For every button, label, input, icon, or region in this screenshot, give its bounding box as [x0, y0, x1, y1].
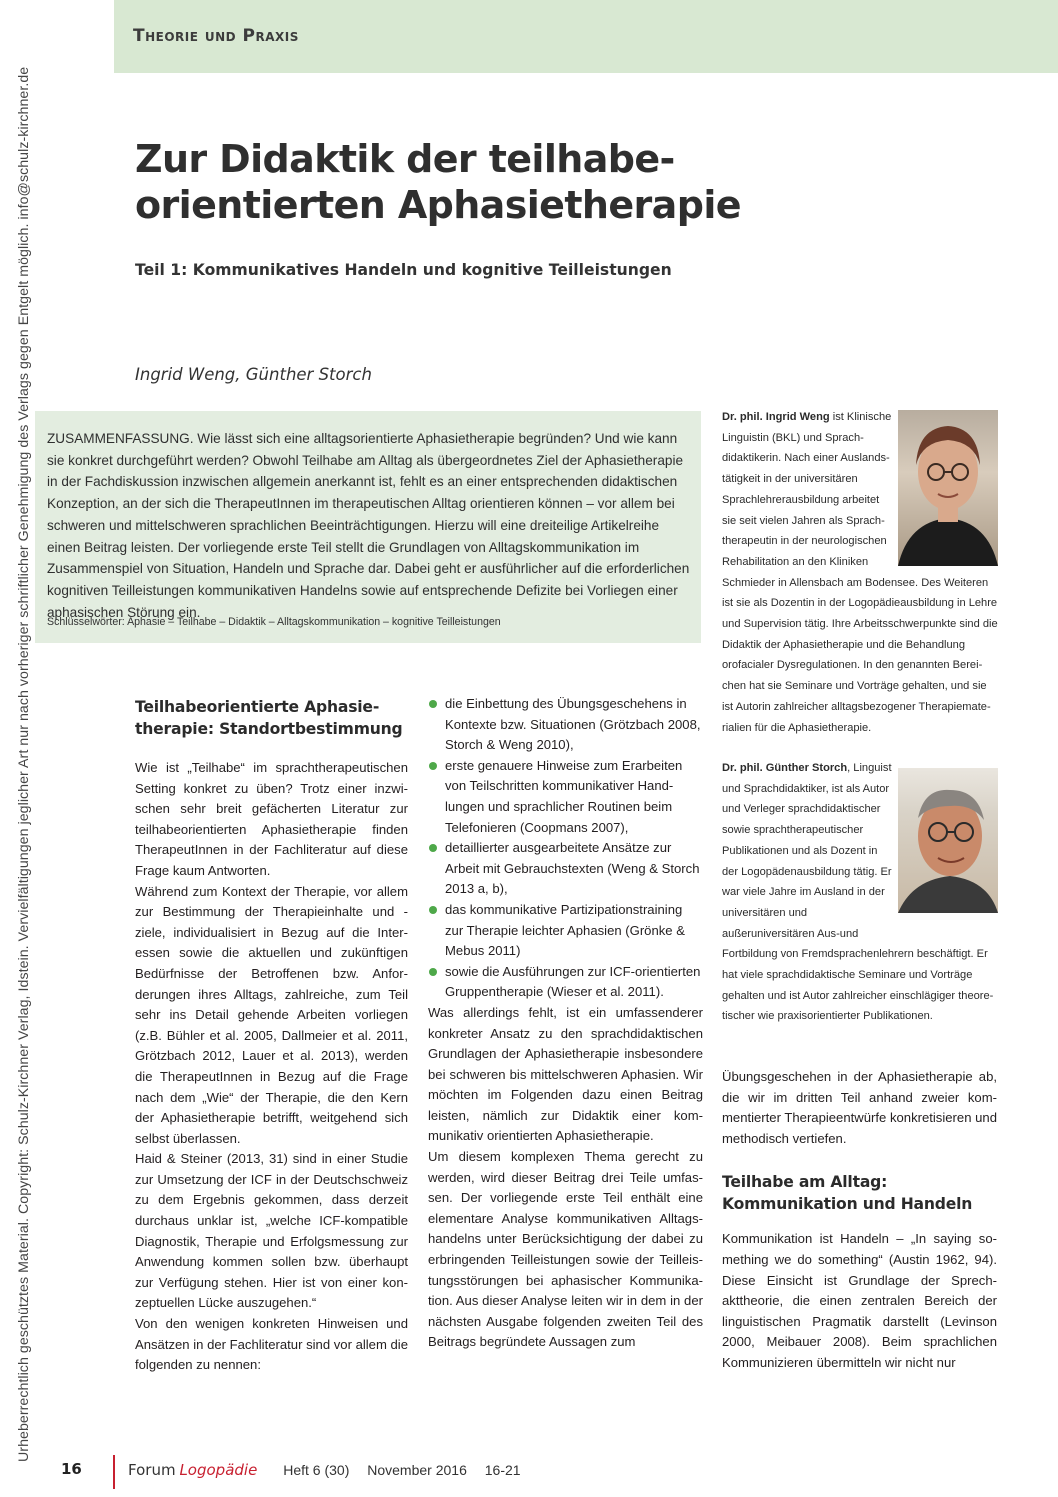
left-column	[135, 696, 408, 1376]
bio-text: ist Klinische Linguistin (BKL) und Sprachdidaktikerin. Nach einer Auslandstätigkeit in der universitären Sprachlehrerausbildung arbeitet sie seit vielen Jahren als Sprachtherapeutin in der neurologischen Rehabilitation an den Kliniken	[722, 411, 892, 568]
bio-narrow	[722, 407, 894, 573]
article-subtitle: Teil 1: Kommunikatives Handeln und kognitive Teilleistungen	[135, 261, 672, 279]
portrait-icon	[898, 768, 998, 913]
bio-narrow	[722, 758, 894, 944]
bio-text-wide: Schmieder in Allensbach am Bodensee. Des Weiteren ist sie als Dozentin in der Logopädieausbildung in Lehre und Supervision tätig. Ihre Arbeitsschwerpunkte sind die Didaktik der Aphasietherapie und die Behandlung orofacialer Dysregulationen. In den genannten Bereichen hat sie Seminare und Vorträge gehalten, und sie ist Autorin zahlreicher alltagsbezogener Therapiematerialien für die Aphasietherapie.	[722, 576, 998, 734]
article-authors: Ingrid Weng, Günther Storch	[135, 365, 372, 384]
keywords: Schlüsselwörter: Aphasie – Teilhabe – Didaktik – Alltagskommunikation – kognitive Teilleistungen	[47, 616, 501, 628]
middle-column	[428, 694, 703, 1353]
paragraph-text: Während zum Kontext der Therapie, vor allem zur Bestimmung der Therapieinhalte und -ziele, individualisiert in Bezug auf die Interessen sowie die aktuellen und zukünftigen Bedürfnisse der Betroffenen bzw. Anforderungen ihres Alltags, zahlreiche, zum Teil sehr ins Detail gehende Arbeiten vorliegen (z.B. Bühler et al. 2005, Dallmeier et al. 2011, Grötzbach 2012, Lauer et al. 2013), werden die TherapeutInnen in Bezug auf die Frage nach dem „Wie“ der Therapie, die den Kern der Aphasietherapie betrifft, weitgehend sich selbst überlassen.	[135, 883, 408, 1146]
journal-date: November 2016	[367, 1462, 467, 1478]
list-item: erste genauere Hinweise zum Erarbeiten von Teilschritten kommunikativer Handlungen und sprachlicher Routinen beim Telefonieren (Coopmans 2007),	[428, 756, 703, 838]
article-title	[135, 136, 935, 228]
right-column	[722, 1067, 997, 1374]
page-number: 16	[61, 1460, 82, 1478]
portrait-icon	[898, 410, 998, 566]
list-item: das kommunikative Partizipationstraining zur Therapie leichter Aphasien (Grönke & Mebus 2011)	[428, 900, 703, 962]
heading-teilhabe-am-alltag: Teilhabe am Alltag: Kommunikation und Handeln	[722, 1173, 973, 1214]
paragraph: Haid & Steiner (2013, 31) sind in einer Studie zur Umsetzung der ICF in der Deutschschweiz zu dem Ergebnis gekommen, dass derzeit durchaus unklar ist, „welche ICF-kompatible Diagnostik, Therapie und Erfolgsmessung zur Anwendung kommen sollen bzw. überhaupt zur Verfügung stehen. Hier ist von einer konzeptuellen Lücke auszugehen.“	[135, 1151, 408, 1311]
list-item: die Einbettung des Übungsgeschehens in Kontexte bzw. Situationen (Grötzbach 2008, Storch & Weng 2010),	[428, 694, 703, 756]
bio-text: , Linguist und Sprachdidaktiker, ist als Autor und Verleger sprachdidaktischer sowie sprachtherapeutischer Publikationen und als Dozent in der Logopädenausbildung tätig. Er war viele Jahre im Ausland in der universitären und außeruniversitären Aus-und	[722, 762, 892, 940]
title-line-2: orientierten Aphasietherapie	[135, 183, 741, 227]
bio-text-wide: Fortbildung von Fremdsprachenlehrern beschäftigt. Er hat viele sprachdidaktische Seminare und Vorträge gehalten und ist Autor zahlreicher einschlägiger theoretischer wie praxisorientierter Publikationen.	[722, 948, 994, 1023]
title-line-1: Zur Didaktik der teilhabe-	[135, 137, 675, 181]
journal-logopaedie: Logopädie	[179, 1461, 258, 1479]
journal-issue: Heft 6 (30)	[283, 1462, 350, 1478]
paragraph: Übungsgeschehen in der Aphasietherapie ab, die wir im dritten Teil anhand zweier kommentierter Therapieentwürfe konkretisieren und methodisch vertiefen.	[722, 1069, 997, 1146]
side-copyright: Urheberrechtlich geschütztes Material. Copyright: Schulz-Kirchner Verlag, Idstein. Vervielfältigungen jeglicher Art nur nach vorheriger schriftlicher Genehmigung des Verlags gegen Entgelt möglich. info@schulz-kirchner.de	[16, 66, 32, 1462]
list-item: sowie die Ausführungen zur ICF-orientierten Gruppentherapie (Wieser et al. 2011).	[428, 962, 703, 1003]
footer-rule	[113, 1455, 115, 1489]
paragraph	[135, 882, 408, 1150]
list-item: detaillierter ausgearbeitete Ansätze zur Arbeit mit Gebrauchstexten (Weng & Storch 2013 a, b),	[428, 838, 703, 900]
bio-name: Dr. phil. Günther Storch	[722, 762, 848, 774]
paragraph: Kommunikation ist Handeln – „In saying something we do something“ (Austin 1962, 94). Diese Einsicht ist Grundlage der Sprechakttheorie, die einen zentralen Bereich der linguistischen Pragmatik darstellt (Levinson 2000, Meibauer 2008). Beim sprachlichen Kommunizieren übermitteln wir nicht nur	[722, 1231, 997, 1370]
footer-journal	[128, 1461, 521, 1479]
paragraph: Wie ist „Teilhabe“ im sprachtherapeutischen Setting konkret zu üben? Trotz einer inzwischen sehr breit gefächerten Literatur zur teilhabeorientierten Aphasietherapie finden TherapeutInnen in der Fachliteratur auf diese Frage kaum Antworten.	[135, 760, 408, 878]
heading-standortbestimmung: Teilhabeorientierte Aphasietherapie: Standortbestimmung	[135, 698, 403, 738]
journal-forum: Forum	[128, 1461, 176, 1479]
bio-name: Dr. phil. Ingrid Weng	[722, 411, 830, 423]
author-photo-weng	[898, 410, 998, 566]
journal-pages: 16-21	[484, 1462, 521, 1478]
author-photo-storch	[898, 768, 998, 913]
paragraph: Von den wenigen konkreten Hinweisen und Ansätzen in der Fachliteratur sind vor allem die folgenden zu nennen:	[135, 1316, 408, 1373]
section-label: Theorie und Praxis	[133, 26, 299, 46]
abstract-text: ZUSAMMENFASSUNG. Wie lässt sich eine alltagsorientierte Aphasietherapie begründen? Und wie kann sie konkret durchgeführt werden? Obwohl Teilhabe am Alltag als übergeordnetes Ziel der Aphasietherapie in der Fachdiskussion inzwischen allgemein anerkannt ist, fehlt es an einer entsprechenden didaktischen Konzeption, an der sich die TherapeutInnen im therapeutischen Alltag orientieren können – vor allem bei schweren und mittelschweren sprachlichen Beeinträchtigungen. Hierzu will eine dreiteilige Artikelreihe einen Beitrag leisten. Der vorliegende erste Teil stellt die Grundlagen von Alltagskommunikation im Zusammenspiel von Situation, Handeln und Sprache dar. Dabei geht er ausführlicher auf die erforderlichen kognitiven Teilleistungen kommunikativen Handelns sowie auf entsprechende Defizite bei Vorliegen einer aphasischen Störung ein.	[47, 431, 690, 620]
paragraph: Um diesem komplexen Thema gerecht zu werden, wird dieser Beitrag drei Teile umfassen. Der vorliegende erste Teil enthält eine elementare Analyse kommunikativen Alltagshandelns unter Berücksichtigung der dabei zu erbringenden Teilleistungen sowie der Teilleistungsstörungen bei aphasischer Kommunikation. Aus dieser Analyse leiten wir in dem in der nächsten Ausgabe folgenden zweiten Teil des Beitrags begründete Aussagen zum	[428, 1149, 703, 1350]
paragraph: Was allerdings fehlt, ist ein umfassenderer konkreter Ansatz zu den sprachdidaktischen Grundlagen der Aphasietherapie insbesondere bei schweren bis mittelschweren Aphasien. Wir möchten im Folgenden dazu einen Beitrag leisten, nämlich zur Didaktik einer kommunikativ orientierten Aphasietherapie.	[428, 1004, 703, 1144]
